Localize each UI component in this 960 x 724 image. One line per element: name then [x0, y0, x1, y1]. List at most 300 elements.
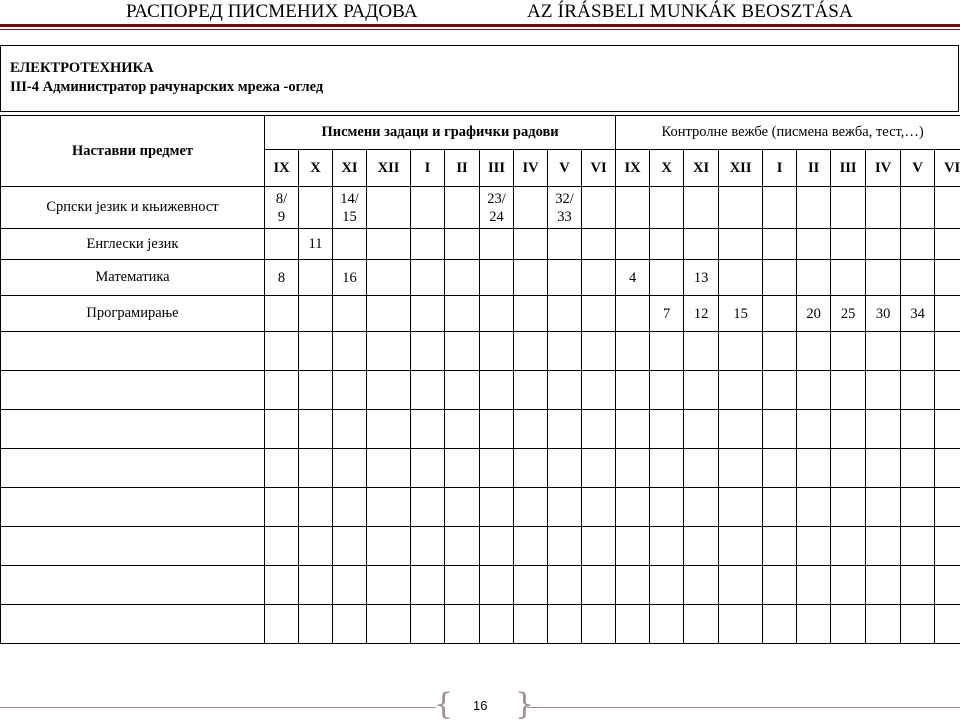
written-cell [265, 527, 299, 566]
written-cell [582, 449, 616, 488]
written-cell [299, 187, 333, 229]
control-month-ii: II [797, 150, 831, 187]
control-cell [650, 187, 684, 229]
control-cell [719, 488, 763, 527]
subject-name [1, 488, 265, 527]
page-header [0, 0, 960, 26]
control-month-x: X [650, 150, 684, 187]
written-cell [480, 229, 514, 260]
control-cell [901, 449, 935, 488]
written-cell [445, 296, 480, 332]
control-cell [935, 260, 960, 296]
control-cell [763, 605, 797, 644]
control-cell [719, 605, 763, 644]
subject-name [1, 605, 265, 644]
control-cell [616, 449, 650, 488]
control-cell [901, 371, 935, 410]
table-row [1, 371, 960, 410]
control-cell [763, 332, 797, 371]
control-cell [797, 260, 831, 296]
written-cell [265, 371, 299, 410]
control-cell [935, 229, 960, 260]
control-cell [831, 566, 866, 605]
control-cell [797, 566, 831, 605]
written-cell [582, 260, 616, 296]
control-cell [650, 410, 684, 449]
written-cell [333, 566, 367, 605]
control-cell [831, 605, 866, 644]
control-cell: 30 [866, 296, 901, 332]
control-month-ix: IX [616, 150, 650, 187]
control-cell [684, 449, 719, 488]
control-cell [650, 605, 684, 644]
control-cell [684, 605, 719, 644]
control-cell [684, 410, 719, 449]
subject-name [1, 332, 265, 371]
department-title: ЕЛЕКТРОТЕХНИКА [10, 60, 154, 76]
control-cell [684, 371, 719, 410]
written-cell: 8/ 9 [265, 187, 299, 229]
control-cell [901, 488, 935, 527]
subject-name: Математика [1, 260, 265, 296]
written-cell [299, 527, 333, 566]
written-cell [445, 187, 480, 229]
control-cell [684, 229, 719, 260]
written-cell [480, 371, 514, 410]
written-cell [480, 449, 514, 488]
control-cell [901, 527, 935, 566]
control-cell [831, 260, 866, 296]
written-cell [299, 260, 333, 296]
written-cell [411, 566, 445, 605]
control-cell [797, 410, 831, 449]
written-cell [265, 605, 299, 644]
written-cell [548, 410, 582, 449]
control-cell [935, 371, 960, 410]
written-cell [445, 527, 480, 566]
written-cell [411, 260, 445, 296]
control-month-v: V [901, 150, 935, 187]
control-month-iii: III [831, 150, 866, 187]
written-cell [411, 332, 445, 371]
written-cell [514, 187, 548, 229]
written-cell [367, 260, 411, 296]
written-cell [548, 260, 582, 296]
control-cell [935, 187, 960, 229]
written-cell [333, 410, 367, 449]
control-cell [866, 371, 901, 410]
written-cell: 16 [333, 260, 367, 296]
control-cell [719, 527, 763, 566]
written-cell [480, 488, 514, 527]
written-cell [548, 371, 582, 410]
control-cell [616, 296, 650, 332]
written-month-i: I [411, 150, 445, 187]
subject-name: Енглески језик [1, 229, 265, 260]
written-cell [548, 229, 582, 260]
written-cell [265, 229, 299, 260]
written-month-iv: IV [514, 150, 548, 187]
control-cell [866, 449, 901, 488]
header-rule-thin [0, 29, 960, 30]
control-cell [684, 332, 719, 371]
control-cell [901, 187, 935, 229]
written-cell [333, 488, 367, 527]
written-cell [367, 605, 411, 644]
control-cell [763, 260, 797, 296]
control-cell [763, 229, 797, 260]
written-cell [265, 566, 299, 605]
written-cell [514, 260, 548, 296]
control-cell [797, 229, 831, 260]
footer-rule-left [0, 707, 436, 708]
written-cell [445, 488, 480, 527]
written-cell [299, 566, 333, 605]
written-cell [299, 332, 333, 371]
control-cell [901, 229, 935, 260]
control-cell [935, 332, 960, 371]
table-row [1, 187, 960, 229]
control-cell [719, 566, 763, 605]
control-cell [866, 566, 901, 605]
written-month-ii: II [445, 150, 480, 187]
table-row [1, 449, 960, 488]
written-cell [445, 260, 480, 296]
control-cell [831, 410, 866, 449]
written-month-ix: IX [265, 150, 299, 187]
written-cell: 14/ 15 [333, 187, 367, 229]
written-cell [582, 410, 616, 449]
control-cell [797, 605, 831, 644]
written-cell [480, 527, 514, 566]
written-month-iii: III [480, 150, 514, 187]
table-row [1, 488, 960, 527]
control-cell [650, 229, 684, 260]
control-cell [831, 187, 866, 229]
written-cell [299, 296, 333, 332]
written-cell [582, 187, 616, 229]
control-cell [616, 488, 650, 527]
class-title: III-4 Администратор рачунарских мрежа -оглед [10, 79, 324, 95]
control-cell [763, 371, 797, 410]
subject-name [1, 449, 265, 488]
written-cell [367, 527, 411, 566]
written-cell [582, 605, 616, 644]
written-cell [514, 332, 548, 371]
subject-name [1, 527, 265, 566]
control-cell [719, 332, 763, 371]
control-cell: 4 [616, 260, 650, 296]
control-cell [866, 187, 901, 229]
written-cell [514, 566, 548, 605]
written-cell [265, 332, 299, 371]
written-month-x: X [299, 150, 333, 187]
table-row [1, 260, 960, 296]
written-cell [367, 296, 411, 332]
written-cell [411, 449, 445, 488]
written-cell [265, 449, 299, 488]
table-row [1, 410, 960, 449]
control-cell: 20 [797, 296, 831, 332]
control-cell [831, 371, 866, 410]
written-cell [411, 527, 445, 566]
written-cell [582, 488, 616, 527]
control-cell [797, 527, 831, 566]
control-cell [650, 332, 684, 371]
control-cell [684, 187, 719, 229]
written-cell [411, 488, 445, 527]
written-cell: 23/ 24 [480, 187, 514, 229]
control-cell [684, 527, 719, 566]
control-cell [616, 527, 650, 566]
control-cell: 7 [650, 296, 684, 332]
written-cell [367, 566, 411, 605]
written-cell [548, 449, 582, 488]
written-cell [367, 371, 411, 410]
control-cell [763, 410, 797, 449]
written-cell [514, 229, 548, 260]
written-cell [333, 527, 367, 566]
written-cell [480, 410, 514, 449]
control-cell [935, 566, 960, 605]
left-brace-icon: { [434, 687, 454, 722]
control-cell [719, 410, 763, 449]
control-cell [866, 229, 901, 260]
header-title-serbian: РАСПОРЕД ПИСМЕНИХ РАДОВА [126, 1, 418, 22]
written-cell [411, 410, 445, 449]
written-month-v: V [548, 150, 582, 187]
written-cell [367, 410, 411, 449]
written-month-xi: XI [333, 150, 367, 187]
control-cell [935, 488, 960, 527]
control-month-xi: XI [684, 150, 719, 187]
control-cell [901, 566, 935, 605]
table-row [1, 296, 960, 332]
control-cell [935, 410, 960, 449]
written-cell [514, 527, 548, 566]
written-cell [582, 332, 616, 371]
written-cell [333, 229, 367, 260]
header-title-hungarian: AZ ÍRÁSBELI MUNKÁK BEOSZTÁSA [527, 1, 853, 22]
control-cell [797, 187, 831, 229]
page-number: 16 [473, 698, 488, 713]
control-cell [763, 296, 797, 332]
control-cell [763, 527, 797, 566]
schedule-table [0, 115, 960, 644]
written-cell [299, 410, 333, 449]
written-cell [582, 229, 616, 260]
control-cell [650, 527, 684, 566]
written-cell [333, 332, 367, 371]
written-cell [411, 371, 445, 410]
control-cell [650, 566, 684, 605]
header-rule-thick [0, 24, 960, 27]
written-cell [367, 449, 411, 488]
subject-name [1, 371, 265, 410]
control-cell [901, 260, 935, 296]
written-cell [367, 187, 411, 229]
control-exercises-header: Контролне вежбе (писмена вежба, тест,…) [616, 116, 960, 150]
written-cell [445, 371, 480, 410]
control-cell [831, 229, 866, 260]
control-cell [719, 371, 763, 410]
written-cell [582, 566, 616, 605]
written-cell: 11 [299, 229, 333, 260]
written-cell [548, 527, 582, 566]
control-cell [866, 605, 901, 644]
written-cell [582, 296, 616, 332]
written-cell: 32/ 33 [548, 187, 582, 229]
control-cell [650, 449, 684, 488]
control-cell [866, 260, 901, 296]
written-cell [265, 296, 299, 332]
written-cell [480, 605, 514, 644]
control-cell [935, 605, 960, 644]
table-row [1, 605, 960, 644]
control-cell [616, 410, 650, 449]
written-cell [333, 371, 367, 410]
written-cell [514, 488, 548, 527]
written-cell [514, 449, 548, 488]
written-cell [548, 488, 582, 527]
control-cell [763, 449, 797, 488]
subject-name [1, 566, 265, 605]
control-cell [763, 488, 797, 527]
written-cell [514, 371, 548, 410]
control-cell [650, 488, 684, 527]
control-cell: 25 [831, 296, 866, 332]
control-cell [797, 488, 831, 527]
control-month-iv: IV [866, 150, 901, 187]
control-cell [866, 488, 901, 527]
written-cell [514, 605, 548, 644]
written-month-xii: XII [367, 150, 411, 187]
written-cell [411, 187, 445, 229]
control-cell [866, 332, 901, 371]
written-cell [480, 332, 514, 371]
written-cell [299, 605, 333, 644]
written-cell [367, 332, 411, 371]
control-cell [719, 260, 763, 296]
control-cell [616, 187, 650, 229]
written-cell [445, 332, 480, 371]
control-cell [935, 527, 960, 566]
written-cell [445, 605, 480, 644]
control-cell [797, 449, 831, 488]
control-cell [616, 566, 650, 605]
control-month-vi: VI [935, 150, 960, 187]
control-cell [763, 566, 797, 605]
table-row [1, 527, 960, 566]
written-cell [265, 410, 299, 449]
written-cell [411, 605, 445, 644]
written-cell [548, 296, 582, 332]
written-cell [299, 488, 333, 527]
footer-rule-right [527, 707, 960, 708]
control-cell [763, 187, 797, 229]
subject-name: Програмирање [1, 296, 265, 332]
control-cell [831, 527, 866, 566]
control-month-i: I [763, 150, 797, 187]
written-cell [265, 488, 299, 527]
control-cell [797, 332, 831, 371]
class-info-box [0, 45, 959, 112]
table-row [1, 229, 960, 260]
control-cell: 13 [684, 260, 719, 296]
written-cell [299, 449, 333, 488]
control-cell [831, 449, 866, 488]
written-cell [480, 260, 514, 296]
written-cell [582, 371, 616, 410]
written-cell [411, 229, 445, 260]
control-cell [901, 605, 935, 644]
written-cell [548, 566, 582, 605]
control-cell [901, 410, 935, 449]
control-cell [684, 566, 719, 605]
written-cell [367, 229, 411, 260]
control-cell [935, 296, 960, 332]
control-cell [616, 605, 650, 644]
control-cell [684, 488, 719, 527]
control-cell [719, 187, 763, 229]
page-footer [0, 687, 960, 724]
subject-name: Српски језик и књижевност [1, 187, 265, 229]
control-cell: 34 [901, 296, 935, 332]
control-cell [866, 527, 901, 566]
written-cell: 8 [265, 260, 299, 296]
control-cell [797, 371, 831, 410]
control-cell [650, 371, 684, 410]
written-cell [480, 296, 514, 332]
written-cell [514, 296, 548, 332]
written-cell [445, 410, 480, 449]
written-cell [445, 566, 480, 605]
written-cell [582, 527, 616, 566]
subject-column-header: Наставни предмет [1, 116, 265, 187]
written-month-vi: VI [582, 150, 616, 187]
control-cell [831, 332, 866, 371]
control-cell [616, 371, 650, 410]
written-cell [333, 449, 367, 488]
written-cell [299, 371, 333, 410]
control-cell: 12 [684, 296, 719, 332]
subject-name [1, 410, 265, 449]
control-month-xii: XII [719, 150, 763, 187]
written-cell [333, 605, 367, 644]
written-tasks-header: Писмени задаци и графички радови [265, 116, 616, 150]
written-cell [367, 488, 411, 527]
table-row [1, 332, 960, 371]
control-cell [901, 332, 935, 371]
control-cell [616, 229, 650, 260]
written-cell [333, 296, 367, 332]
written-cell [548, 605, 582, 644]
written-cell [548, 332, 582, 371]
control-cell [935, 449, 960, 488]
control-cell [866, 410, 901, 449]
control-cell [616, 332, 650, 371]
control-cell [831, 488, 866, 527]
control-cell [650, 260, 684, 296]
table-row [1, 566, 960, 605]
written-cell [411, 296, 445, 332]
written-cell [445, 449, 480, 488]
written-cell [445, 229, 480, 260]
control-cell [719, 229, 763, 260]
control-cell: 15 [719, 296, 763, 332]
control-cell [719, 449, 763, 488]
written-cell [480, 566, 514, 605]
